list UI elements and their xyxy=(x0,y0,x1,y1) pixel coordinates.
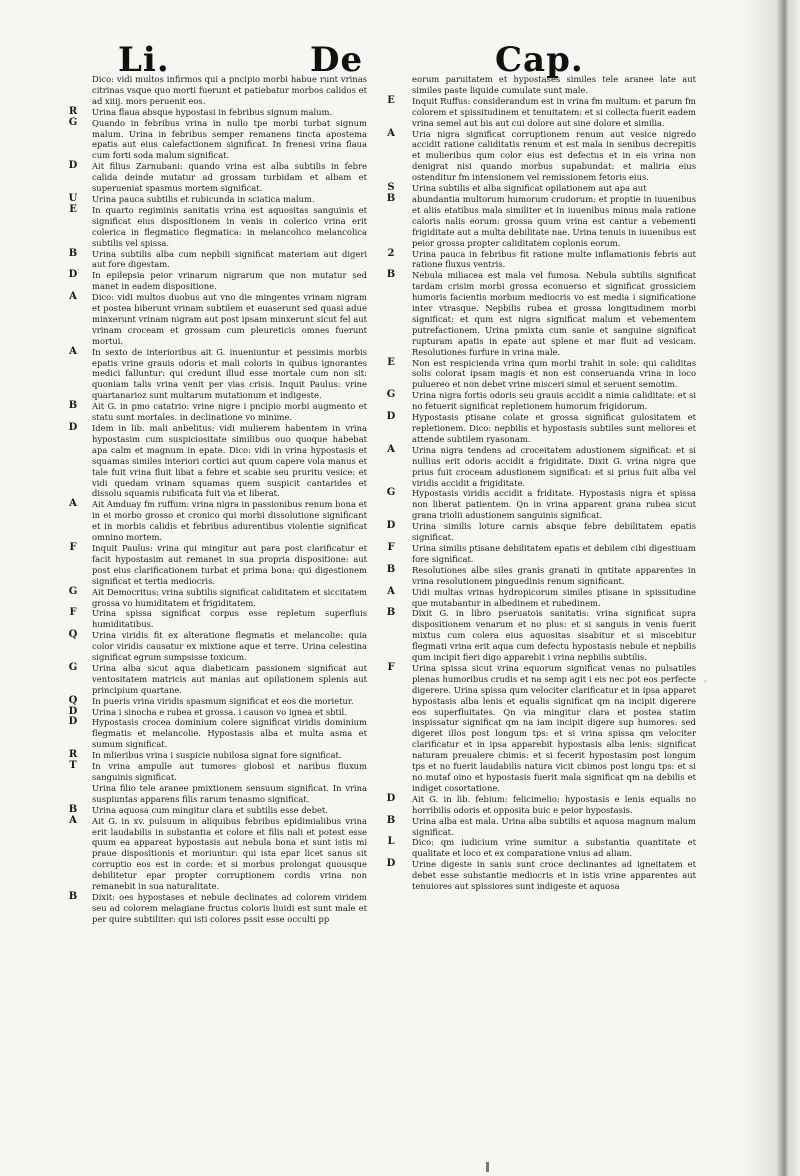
marginal-letter: D xyxy=(68,716,78,728)
paragraph xyxy=(387,247,696,271)
marginal-letter: E xyxy=(387,356,395,368)
marginal-letter: F xyxy=(69,541,77,553)
marginal-letter: B xyxy=(386,269,396,281)
paragraph xyxy=(68,247,367,271)
paragraph xyxy=(69,541,367,587)
paragraph-text: Dico: qm iudicium vrine sumitur a substantia quantitate et qualitate et loco et ex comparatione vnius ad aliam. xyxy=(412,837,696,859)
marginal-letter: L xyxy=(387,836,395,848)
paragraph-text: Urina nigra tendens ad croceitatem adustionem significat: et si nullius erit odoris accidit a frigiditate. Dixit G. vrina nigra que prius fuit croceam adustionem significat: et si prius fuit alba vel viridis accidit a frigiditate. xyxy=(412,444,696,488)
paragraph-text: Uidi multas vrinas hydropicorum similes ptisane in spissitudine que mutabantur in albedinem et rubedinem. xyxy=(412,586,696,608)
paragraph-text: Urina filio tele aranee pmixtionem sensuum significat. In vrina suspiuntas apparens filis rarum tenasmo significat. xyxy=(92,782,367,804)
paragraph xyxy=(69,607,367,630)
marginal-letter: S xyxy=(387,182,395,194)
paragraph xyxy=(386,411,696,445)
paragraph xyxy=(69,203,367,249)
marginal-letter: D xyxy=(68,160,78,172)
paragraph xyxy=(387,661,696,794)
paragraph-text: Inquit Paulus: vrina qui mingitur aut para post clarificatur et facit hypostasim aut remanet in sua propria dispositione: aut post eius clarificationem turbat et prima bona: qui digestionem significat et tertia mediocris. xyxy=(92,542,367,586)
paragraph xyxy=(68,585,367,609)
paragraph-text: Ait filius Zarnubani: quando vrina est alba subtilis in febre calida deinde mutatur ad grossam turbidam et albam et superueniat spasmus mortem significat. xyxy=(92,161,367,194)
paragraph xyxy=(386,607,696,663)
paragraph-text: Urina spissa significat corpus esse repletum superfluis humiditatibus. xyxy=(92,608,367,630)
paragraph xyxy=(386,520,696,543)
marginal-letter: A xyxy=(387,443,395,455)
paragraph-text: In mlieribus vrina i suspicie nubilosa signat fore significat. xyxy=(92,750,342,761)
marginal-letter: D xyxy=(68,269,78,281)
paragraph-text: Dico: vidi multos duobus aut vno die mingentes vrinam nigram et postea biberunt vrinam subtilem et euaserunt sed quasi adue minxerunt vrinam nigram aut post ipsam minxerunt sicut fel aut vrinam croceam et grossam cum pleureticis omnes fuerunt mortui. xyxy=(92,292,367,346)
paragraph xyxy=(387,541,696,565)
page-foot-mark xyxy=(486,1162,489,1172)
paragraph xyxy=(69,814,367,892)
marginal-letter: G xyxy=(68,661,78,673)
paragraph xyxy=(412,74,696,96)
paragraph xyxy=(386,269,696,357)
paragraph-text: In epilepsia peior vrinarum nigrarum que non mutatur sed manet in eadem dispositione. xyxy=(92,270,367,292)
paragraph xyxy=(69,760,367,783)
paragraph-text: Urina similis ptisane debilitatem epatis et debilem cibi digestiuam fore significat. xyxy=(412,542,696,564)
paragraph-text: Urina aquosa cum mingitur clara et subtilis esse debet. xyxy=(92,804,328,815)
marginal-letter: B xyxy=(386,814,396,826)
page-gutter-shadow xyxy=(748,0,800,1176)
marginal-letter: B xyxy=(68,803,78,815)
marginal-letter: A xyxy=(69,345,77,357)
marginal-letter: G xyxy=(68,116,78,128)
header-left-folio: Li. xyxy=(118,40,170,80)
marginal-letter: A xyxy=(69,814,77,826)
marginal-letter: R xyxy=(68,749,78,761)
paragraph xyxy=(68,422,367,499)
paragraph xyxy=(387,94,696,129)
paragraph xyxy=(68,116,367,162)
paragraph-text: Ait Amduay fm ruffum: vrina nigra in passionibus renum bona et in ei morbo grosso et cronico qui morbi dissolutione significant et in morbis calidis et febribus adurentibus violentie significat omnino mortem. xyxy=(92,499,367,543)
paragraph-text: Ait G. in pmo catatrio: vrine nigre i pncipio morbi augmento et statu sunt mortales. in declinatione vo minime. xyxy=(92,401,367,423)
paragraph xyxy=(387,356,696,391)
paragraph xyxy=(387,127,696,184)
marginal-letter: F xyxy=(387,541,395,553)
right-text-column xyxy=(386,74,696,892)
paragraph xyxy=(69,498,367,543)
header-center-word: De xyxy=(310,40,364,80)
marginal-letter: G xyxy=(68,585,78,597)
paragraph-text: Quando in febribus vrina in nullo tpe morbi turbat signum malum. Urina in febribus semper remanens tincta apostema epatis aut eius calefactionem significat. In frenesi vrina flaua cum forti soda malum significat. xyxy=(92,117,367,161)
marginal-letter: A xyxy=(69,291,77,303)
paragraph xyxy=(387,182,696,194)
marginal-letter: D xyxy=(68,422,78,433)
paragraph-text: Resolutiones albe siles granis granati in qntitate apparentes in vrina resolutionem pinguedinis renum significant. xyxy=(412,564,696,586)
paragraph xyxy=(68,661,367,696)
paragraph xyxy=(68,400,367,423)
margin-ink-mark: ~ xyxy=(703,678,709,685)
paragraph xyxy=(68,269,367,292)
marginal-letter: A xyxy=(69,498,77,510)
left-text-column xyxy=(68,74,367,925)
marginal-letter: B xyxy=(68,890,78,902)
paragraph xyxy=(386,487,696,521)
paragraph xyxy=(68,803,367,816)
marginal-letter: D xyxy=(386,411,396,423)
paragraph-text: Hypostasis ptisane colate et grossa significat gulositatem et repletionem. Dico: nepbilis et hypostasis subtiles sunt meliores et attende subtilem ryasonam. xyxy=(412,412,696,444)
paragraph-text: abundantia multorum humorum crudorum: et proptie in iuuenibus et aliis etatibus mala similiter et in iuuenibus minus mala ratione caloris nalis eorum: grossa quum vrina est cantur a vebementi frigiditate aut a multa debilitate nae. Urina tenuis in iuuenibus est peior grossa propter caliditatem coplonis eorum. xyxy=(412,193,696,248)
paragraph xyxy=(68,105,367,118)
paragraph xyxy=(68,890,367,925)
paragraph-text: In quarto regiminis sanitatis vrina est aquositas sanguinis et significat eius dispositionem in venis in colerico vrina erit colerica in flegmatico flegmatica: in melancolico melancolica subtilis vel spissa. xyxy=(92,204,367,248)
paragraph-text: Urine digeste in sanis sunt croce declinantes ad igneitatem et debet esse substantie mediocris et in istis vrine apparentes aut tenuiores aut spissiores sunt indigeste et aquosa xyxy=(412,859,696,892)
paragraph-text: In pueris vrina viridis spasmum significat et eos die morietur. xyxy=(92,695,354,706)
paragraph xyxy=(386,563,696,587)
paragraph xyxy=(68,705,367,718)
header-right-word: Cap. xyxy=(495,40,584,80)
paragraph xyxy=(386,389,696,412)
paragraph xyxy=(69,291,367,347)
marginal-letter: D xyxy=(68,705,78,717)
marginal-letter: G xyxy=(386,487,396,499)
paragraph-text: Inquit Ruffus: considerandum est in vrina fm multum: et parum fm colorem et spissitudinem et tenuitatem: et si collecta fuerit eadem vrina semel aut bis aut cui dolore aut sine dolore et similia. xyxy=(412,95,696,128)
marginal-letter: R xyxy=(68,105,78,117)
marginal-letter: B xyxy=(68,400,78,412)
marginal-letter: T xyxy=(69,760,77,772)
paragraph-text: Ait Democritus: vrina subtilis significat caliditatem et siccitatem grossa vo humiditatem et frigiditatem. xyxy=(92,586,367,608)
paragraph-text: Urina subtilis et alba significat opilationem aut apa aut xyxy=(412,183,647,194)
marginal-letter: F xyxy=(69,607,77,619)
marginal-letter: E xyxy=(69,203,77,215)
paragraph xyxy=(68,716,367,750)
paragraph-text: Urina viridis fit ex alteratione flegmatis et melancolie: quia color viridis causatur ex mixtione aque et terre. Urina celestina significat egrum sumpsisse toxicum. xyxy=(92,630,367,663)
paragraph xyxy=(92,74,367,107)
paragraph-text: In vrina ampulle aut tumores globosi et naribus fluxum sanguinis significat. xyxy=(92,761,367,782)
paragraph-text: Urina nigra fortis odoris seu grauis accidit a nimia caliditate: et si no fetuerit significat repletionem humorum frigidorum. xyxy=(412,390,696,412)
paragraph-text: eorum paruitatem et hypostases similes tele aranee late aut similes paste liquide cumulate sunt male. xyxy=(412,74,696,95)
paragraph-text: Uria nigra significat corruptionem renum aut vesice nigredo accidit ratione caliditatis renum et est mala in senibus decrepitis et mulieribus qum color eius est defectus et in eis vrina non denigrat nisi quando morbus supabundat: et maliria eius ostenditur fm intensionem vel remissionem fetoris eius. xyxy=(412,128,696,183)
paragraph xyxy=(386,858,696,892)
paragraph xyxy=(68,160,367,194)
marginal-letter: D xyxy=(386,792,396,804)
paragraph xyxy=(68,749,367,761)
marginal-letter: E xyxy=(387,94,395,106)
paragraph xyxy=(386,792,696,816)
paragraph-text: Urina i sinocha e rubea et grossa. i causon vo ignea et sbtil. xyxy=(92,706,347,717)
marginal-letter: D xyxy=(386,858,396,870)
paragraph xyxy=(387,585,696,609)
marginal-letter: G xyxy=(386,389,396,401)
marginal-letter: Q xyxy=(68,629,78,641)
paragraph-text: Hypostasis viridis accidit a friditate. Hypostasis nigra et spissa non liberat patientem. Qn in vrina apparent grana rubea sicut grana triolii adustionem sanguinis significat. xyxy=(412,488,696,521)
marginal-letter: A xyxy=(387,127,395,139)
marginal-letter: B xyxy=(386,607,396,619)
paragraph-text: Dixit: oes hypostases et nebule declinates ad colorem viridem seu ad colorem melagiane fructus coloris liuidi est sunt male et per quire subtiliter: qui isti colores pssit esse occulti pp xyxy=(92,891,367,924)
paragraph-text: Urina alba est mala. Urina alba subtilis et aquosa magnum malum significat. xyxy=(412,815,696,837)
paragraph-text: Hypostasis crocea dominium colere significat viridis dominium flegmatis et melancolie. Hypostasis alba et multa asma et sumum significat. xyxy=(92,717,367,750)
paragraph-text: Ait G. in xv. pulsuum in aliquibus febribus epidimialibus vrina erit laudabilis in substantia et colore et filis nali et potest esse quum ea appareat hypostasis aut nebula bona et sunt istis mi praue dispositionis et moriuntur: qui ista epar licet sanus sit corruptio eos est in corde: et si morbus prolongat quousque debilitetur epar propter corruptionem cordis vrina non remanebit in sua naturalitate. xyxy=(92,815,367,892)
paragraph xyxy=(68,629,367,663)
marginal-letter: B xyxy=(386,192,396,204)
paragraph xyxy=(69,345,367,402)
paragraph xyxy=(68,694,367,707)
paragraph-text: Urina pauca in febribus fit ratione multe inflamationis febris aut ratione fluxus ventris. xyxy=(412,248,696,270)
marginal-letter: Q xyxy=(68,694,78,706)
paragraph xyxy=(92,783,367,805)
marginal-letter: F xyxy=(387,661,395,673)
paragraph-text: Urina spissa sicut vrina equorum significat venas no pulsatiles plenas humoribus crudis et na semp agit i eis nec pot eos perfecte digerere. Urina spissa qum velociter clarificatur et in ipsa apparet hypostasis alba lenis et equalis significat qm na incipit digerere eos superfluitates. Qn via mingitur clara et postea statim inspissatur significat qm na iam incipit digere sup humores: sed digeret illos post longum tps: et si vrina spissa qm velociter clarificatur et in ipsa apparebit hypostasis alba lenis: significat naturam preualere cbimis: et si fecerit hypostasim post longum tps et no fuerit laudabilis natura vicit cbimos post longu tps: et si no mutaf oino et hypostasis fuerit mala significat qm na debilis et indiget cosortatione. xyxy=(412,662,696,793)
paragraph-text: Non est respicienda vrina qum morbi trahit in sole: qui caliditas solis colorat ipsam magis et non est conseruanda vrina in loco puluereo et non debet vrine misceri simul et seruent semotim. xyxy=(412,357,696,390)
paragraph-text: Urina pauca subtilis et rubicunda in sciatica malum. xyxy=(92,193,315,204)
paragraph-text: Idem in lib. mali anbelitus: vidi mulierem habentem in vrina hypostasim cum suspiciositate similibus ouo quoque habebat apa calm et magnum in epate. Dico: vidi in vrina hypostasis et squamas similes interiori cortici aut quum capere vola manus et tale fuit vrina fluit libat a febre et scabie seu pruritu vesice: et vidi quedam vrinam squamas quem suspicit cantarides et dissolu squamis rubificata fuit via et liberat. xyxy=(92,423,367,499)
paragraph-text: Urina subtilis alba cum nepbili significat materiam aut digeri aut fore digestam. xyxy=(92,248,367,270)
marginal-letter: 2 xyxy=(387,247,395,259)
paragraph xyxy=(387,836,696,859)
marginal-letter: D xyxy=(386,520,396,532)
marginal-letter: A xyxy=(387,585,395,597)
marginal-letter: U xyxy=(68,192,78,204)
paragraph-text: In sexto de interioribus ait G. inueniuntur et pessimis morbis epatis vrine grauis odoris et mali coloris in quibus ignorantes medici falluntur: qui credunt illud esse mortale cum non sit: quoniam talis vrina venit per vias crisis. Inquit Paulus: vrine quartanarioz sunt multarum mutationum et indigeste. xyxy=(92,346,367,401)
marginal-letter: B xyxy=(386,563,396,575)
paragraph xyxy=(68,192,367,205)
paragraph-text: Nebula miliacea est mala vel fumosa. Nebula subtilis significat tardam crisim morbi grossa econuerso et significat grossiciem humoris facientis morbum mediocris vo est media i significatione inter vtrasque. Nepbilis rubea et grossa longitudinem morbi significat: et qum est nigra significat malum et vebementem putrefactionem. Urina pmixta cum sanie et sanguine significat rupturam apatis in epate aut splene et mar fluit ad vesicam. Resolutiones furfure in vrina male. xyxy=(412,270,696,357)
marginal-letter: B xyxy=(68,247,78,259)
paragraph-text: Urina similis loture carnis absque febre debilitatem epatis significat. xyxy=(412,521,696,543)
paragraph xyxy=(387,443,696,489)
paragraph-text: Dico: vidi multos infirmos qui a pncipio morbi habue runt vrinas citrinas vsque quo morti fuerunt et patiebatur morbos calidos et ad xiiij. mors peruenit eos. xyxy=(92,74,367,106)
paragraph xyxy=(386,192,696,249)
paragraph-text: Ait G. in lib. febium: felicimelio: hypostasis e lenis equalis no horribilis odoris et opposita buic e peior hypostasis. xyxy=(412,793,696,815)
paragraph-text: Urina flaua absque hypostasi in febribus signum malum. xyxy=(92,106,333,117)
paragraph-text: Dixit G. in libro pseruatois sanitatis: vrina significat supra dispositionem venarum et no plus: et si sanguis in venis fuerit mixtus cum colera eius aquositas sisabitur et si miscebitur flegmati vrina erit aqua cum defectu hypostasis nebule et nepbilis qum incipit fieri digo apparebit i vrina nepbilis subtilis. xyxy=(412,608,696,663)
paragraph-text: Urina alba sicut aqua diabeticam passionem significat aut ventositatem matricis aut manias aut opilationem splenis aut principium quartane. xyxy=(92,662,367,695)
paragraph xyxy=(386,814,696,838)
